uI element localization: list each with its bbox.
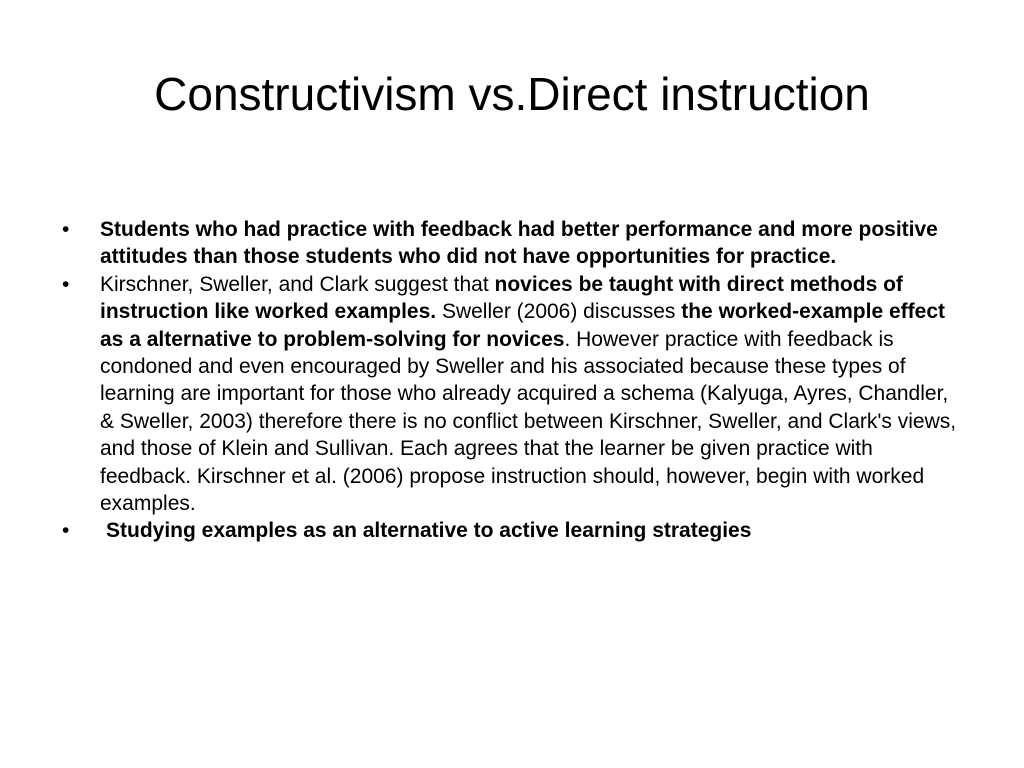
slide-title: Constructivism vs.Direct instruction xyxy=(154,68,870,120)
bullet-text xyxy=(100,517,966,544)
bullet-item xyxy=(56,271,966,518)
bullet-text-bold: Students who had practice with feedback had better performance and more positive attitudes than those students who did not have opportunities for practice. xyxy=(100,218,938,269)
bullet-text xyxy=(100,271,966,518)
bullet-list xyxy=(56,216,966,545)
bullet-marker: • xyxy=(62,519,70,543)
bullet-text-bold: novices be taught with direct methods of instruction like worked examples. xyxy=(100,272,903,324)
bullet-marker: • xyxy=(62,218,70,241)
bullet-text xyxy=(100,216,966,271)
bullet-text-regular: Sweller (2006) discusses xyxy=(436,300,682,324)
bullet-text-bold: the worked-example effect as a alternative to problem-solving for novices xyxy=(100,300,945,351)
bullet-text-regular: Kirschner, Sweller, and Clark suggest that xyxy=(100,272,495,296)
bullet-item xyxy=(56,517,966,544)
bullet-marker: • xyxy=(62,272,70,296)
bullet-text-bold: Studying examples as an alternative to active learning strategies xyxy=(106,519,752,543)
bullet-item xyxy=(56,216,966,271)
bullet-text-regular: . However practice with feedback is condoned and even encouraged by Sweller and his associated because these types of learning are important for those who already acquired a schema (Kalyuga, Ayres, Chandler, & Sweller, 2003) therefore there is no conflict between Kirschner, Sweller, and Clark's views, and those of Klein and Sullivan. Each agrees that the learner be given practice with feedback. Kirschner et al. (2006) propose instruction should, however, begin with worked examples. xyxy=(100,327,957,516)
